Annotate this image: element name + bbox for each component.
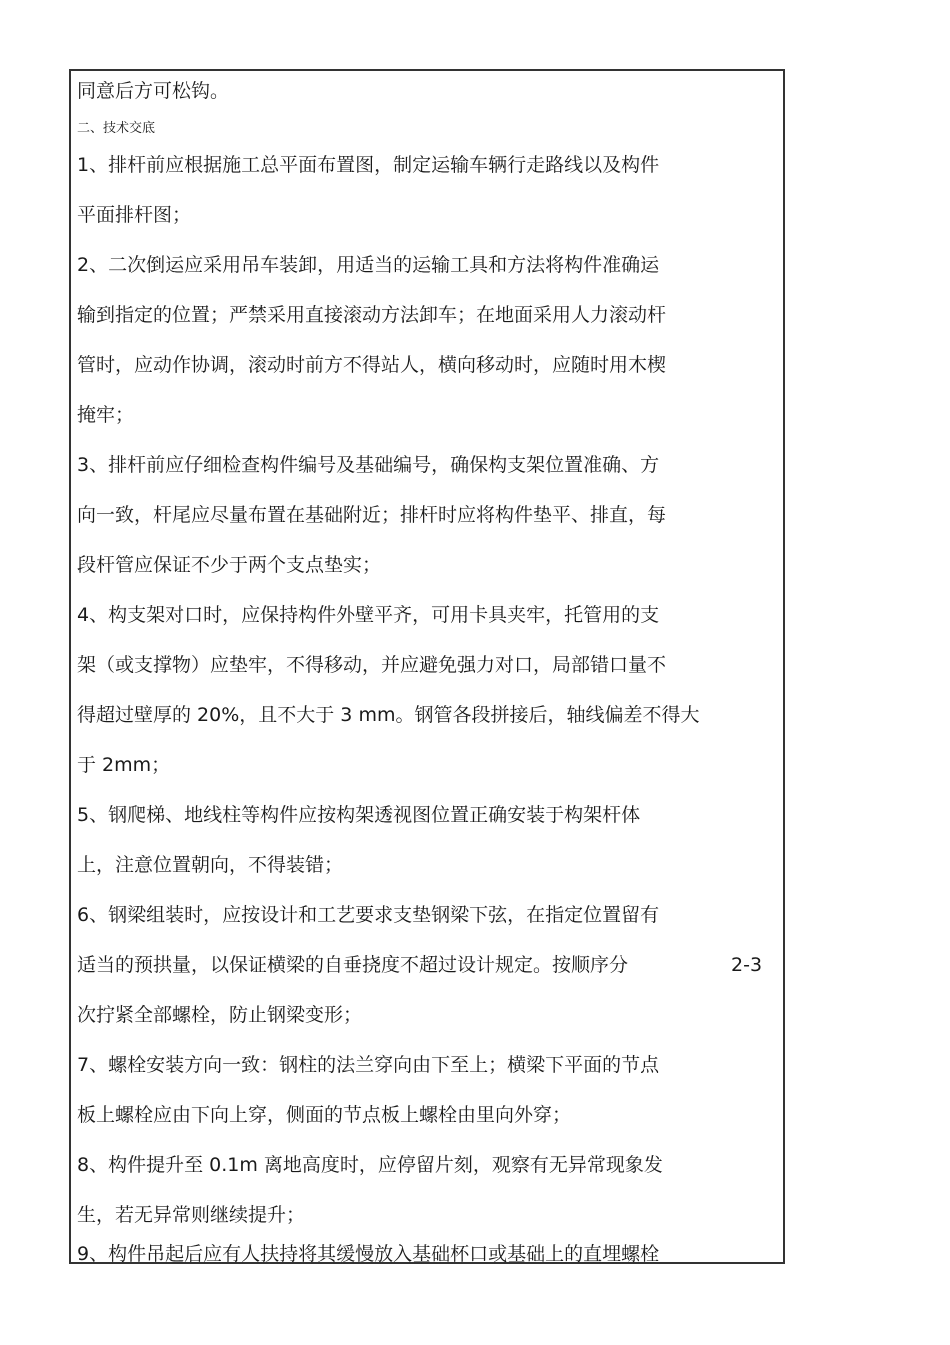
text-line: 管时，应动作协调，滚动时前方不得站人，横向移动时，应随时用木楔 xyxy=(77,354,667,376)
text-line: 3、排杆前应仔细检查构件编号及基础编号，确保构支架位置准确、方 xyxy=(77,454,660,476)
text-line: 掩牢； xyxy=(77,404,135,426)
text-line: 得超过壁厚的 20%，且不大于 3 mm。钢管各段拼接后，轴线偏差不得大 xyxy=(77,704,700,726)
section-heading: 二、技术交底 xyxy=(77,121,156,136)
text-line: 8、构件提升至 0.1m 离地高度时，应停留片刻，观察有无异常现象发 xyxy=(77,1154,663,1176)
text-line: 6、钢梁组装时，应按设计和工艺要求支垫钢梁下弦，在指定位置留有 xyxy=(77,904,660,926)
text-line: 适当的预拱量，以保证横梁的自垂挠度不超过设计规定。按顺序分 xyxy=(77,954,629,976)
text-line: 段杆管应保证不少于两个支点垫实； xyxy=(77,554,382,576)
text-line: 向一致，杆尾应尽量布置在基础附近；排杆时应将构件垫平、排直，每 xyxy=(77,504,667,526)
text-line: 于 2mm； xyxy=(77,754,171,776)
text-line: 5、钢爬梯、地线柱等构件应按构架透视图位置正确安装于构架杆体 xyxy=(77,804,641,826)
text-line: 平面排杆图； xyxy=(77,204,192,226)
text-line: 架（或支撑物）应垫牢，不得移动，并应避免强力对口，局部错口量不 xyxy=(77,654,667,676)
text-line: 4、构支架对口时，应保持构件外壁平齐，可用卡具夹牢，托管用的支 xyxy=(77,604,660,626)
text-line: 板上螺栓应由下向上穿，侧面的节点板上螺栓由里向外穿； xyxy=(77,1104,572,1126)
text-line: 输到指定的位置；严禁采用直接滚动方法卸车；在地面采用人力滚动杆 xyxy=(77,304,667,326)
text-line: 生，若无异常则继续提升； xyxy=(77,1204,306,1226)
inline-number: 2-3 xyxy=(731,954,763,976)
text-line: 7、螺栓安装方向一致：钢柱的法兰穿向由下至上；横梁下平面的节点 xyxy=(77,1054,660,1076)
text-line: 9、构件吊起后应有人扶持将其缓慢放入基础杯口或基础上的直埋螺栓 xyxy=(77,1243,660,1265)
text-line: 次拧紧全部螺栓，防止钢梁变形； xyxy=(77,1004,363,1026)
text-line: 1、排杆前应根据施工总平面布置图，制定运输车辆行走路线以及构件 xyxy=(77,154,660,176)
text-line: 同意后方可松钩。 xyxy=(77,80,230,102)
text-line: 上，注意位置朝向，不得装错； xyxy=(77,854,344,876)
text-line: 2、二次倒运应采用吊车装卸，用适当的运输工具和方法将构件准确运 xyxy=(77,254,660,276)
